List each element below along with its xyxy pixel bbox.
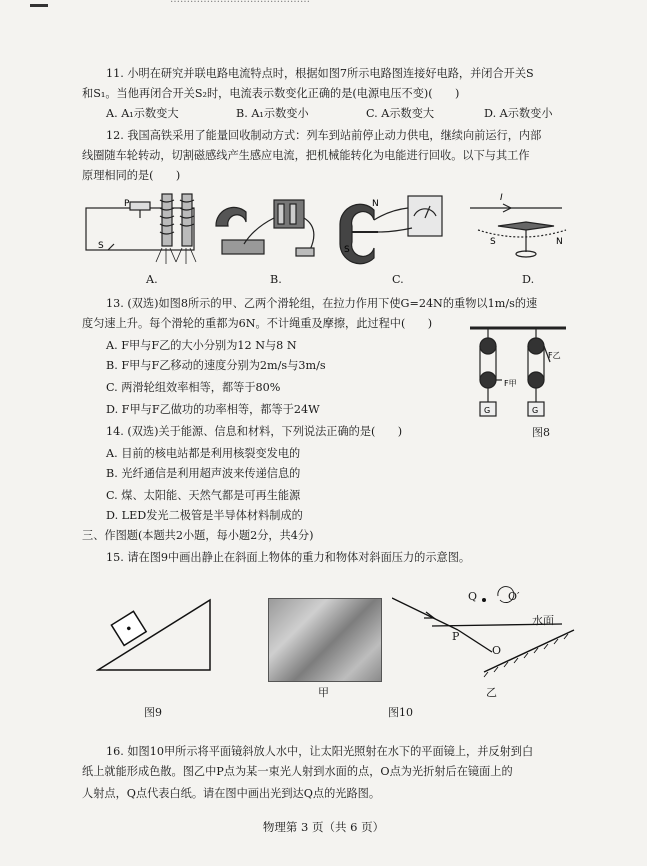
q12-label-a: A.: [146, 273, 158, 286]
q12-fig-a-label-s: S: [98, 241, 104, 251]
q12-figure-c: [340, 196, 442, 264]
figure-10-yi-label: 乙: [486, 686, 497, 699]
fig8-label-g-left: G: [484, 406, 491, 415]
fig10-label-o-prime: O′: [508, 590, 520, 603]
q12-figure-d: [470, 204, 566, 257]
figure-8-caption: 图8: [532, 426, 550, 439]
q11-option-c: C. A示数变大: [366, 107, 435, 120]
q12-fig-d-label-i: I: [500, 193, 503, 203]
q12-fig-c-label-n: N: [372, 199, 379, 209]
q12-label-b: B.: [270, 273, 282, 286]
q14-option-a: A. 目前的核电站都是利用核裂变发电的: [106, 447, 301, 460]
q13-line1: 13. (双选)如图8所示的甲、乙两个滑轮组，在拉力作用下使G=24N的重物以1m/s的速: [106, 297, 538, 310]
fig8-label-g-right: G: [532, 406, 539, 415]
q12-line2: 线圈随车轮转动，切割磁感线产生感应电流，把机械能转化为电能进行回收。以下与其工作: [82, 149, 530, 162]
q12-figure-b: [216, 200, 314, 256]
q16-line1: 16. 如图10甲所示将平面镜斜放人水中，让太阳光照射在水下的平面镜上，并反射到白: [106, 745, 534, 758]
q15-line1: 15. 请在图9中画出静止在斜面上物体的重力和物体对斜面压力的示意图。: [106, 551, 471, 564]
fig10-label-o: O: [492, 644, 502, 657]
q12-figure-a: [86, 194, 196, 264]
q14-option-c: C. 煤、太阳能、天然气都是可再生能源: [106, 489, 301, 502]
q12-line3: 原理相同的是( ): [82, 169, 181, 182]
fig8-label-f-yi: F乙: [548, 351, 561, 360]
q13-option-d: D. F甲与F乙做功的功率相等，都等于24W: [106, 403, 320, 416]
fig10-label-q: Q: [468, 590, 478, 603]
q16-line3: 人射点，Q点代表白纸。请在图中画出光到达Q点的光路图。: [82, 787, 381, 800]
section-3-title: 三、作图题(本题共2小题，每小题2分，共4分): [82, 529, 314, 542]
q12-fig-c-label-s: S: [344, 245, 350, 255]
q14-option-d: D. LED发光二极管是半导体材料制成的: [106, 509, 303, 522]
q13-line2: 度匀速上升。每个滑轮的重都为6N。不计绳重及摩擦，此过程中( ): [82, 317, 433, 330]
figure-9-incline: [96, 596, 216, 676]
figure-10-caption: 图10: [388, 706, 413, 719]
page-header-cut: [170, 0, 310, 5]
q11-line1: 11. 小明在研究并联电路电流特点时，根据如图7所示电路图连接好电路，并闭合开关S: [106, 67, 534, 80]
q12-label-d: D.: [522, 273, 535, 286]
q13-option-c: C. 两滑轮组效率相等，都等于80%: [106, 381, 281, 394]
figure-10-jia-photo: [268, 598, 382, 682]
q12-fig-a-label-p: P: [124, 199, 130, 209]
q14-line1: 14. (双选)关于能源、信息和材料，下列说法正确的是( ): [106, 425, 403, 438]
q12-line1: 12. 我国高铁采用了能量回收制动方式：列车到站前停止动力供电，继续向前运行，内部: [106, 129, 542, 142]
figure-10-yi-diagram: [392, 586, 582, 696]
page-footer: 物理第 3 页（共 6 页）: [262, 820, 385, 834]
q11-option-b: B. A₁示数变小: [236, 107, 309, 120]
q12-fig-d-label-n: N: [556, 237, 563, 247]
scan-mark: [30, 4, 48, 7]
fig8-label-f-jia: F甲: [504, 379, 517, 388]
q12-figures: [78, 188, 598, 270]
figure-9-caption: 图9: [144, 706, 162, 719]
q11-option-d: D. A示数变小: [484, 107, 553, 120]
figure-10-jia-label: 甲: [318, 686, 329, 699]
q12-fig-d-label-s: S: [490, 237, 496, 247]
figure-8-pulleys: [466, 322, 576, 422]
fig10-label-water: 水面: [532, 614, 554, 627]
q13-option-a: A. F甲与F乙的大小分别为12 N与8 N: [106, 339, 297, 352]
q13-option-b: B. F甲与F乙移动的速度分别为2m/s与3m/s: [106, 359, 326, 372]
q16-line2: 纸上就能形成色散。图乙中P点为某一束光人射到水面的点，O点为光折射后在镜面上的: [82, 765, 513, 778]
fig10-label-p: P: [452, 630, 460, 643]
q11-line2: 和S₁。当他再闭合开关S₂时，电流表示数变化正确的是(电源电压不变)( ): [82, 87, 460, 100]
q11-option-a: A. A₁示数变大: [106, 107, 179, 120]
q12-label-c: C.: [392, 273, 404, 286]
q14-option-b: B. 光纤通信是利用超声波来传递信息的: [106, 467, 301, 480]
